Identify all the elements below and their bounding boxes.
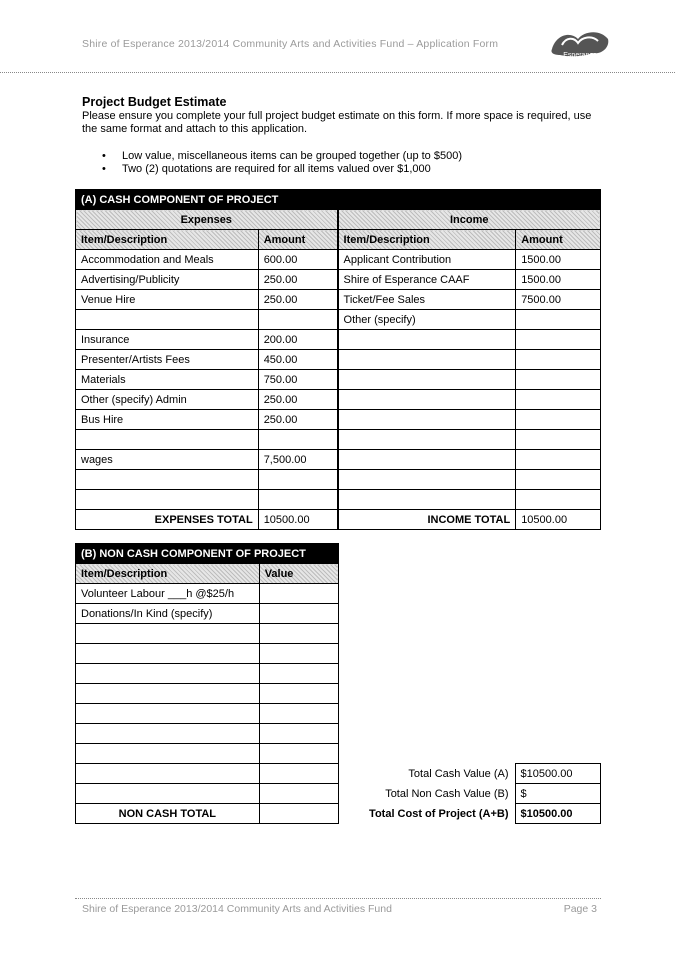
expense-item-cell[interactable] [76,490,259,510]
noncash-item-cell[interactable] [76,784,260,804]
footer-divider [75,898,601,899]
income-amount-cell[interactable] [516,430,601,450]
cash-table-row [76,310,601,330]
income-total-value[interactable]: 10500.00 [516,510,601,530]
income-amount-cell[interactable] [516,490,601,510]
total-noncash-value[interactable]: $ [515,784,600,804]
cash-table-heading: (A) CASH COMPONENT OF PROJECT [76,190,601,210]
income-item-cell[interactable]: Other (specify) [338,310,516,330]
cash-table-row [76,450,601,470]
noncash-item-cell[interactable] [76,744,260,764]
noncash-value-cell[interactable] [259,764,338,784]
noncash-total-label: NON CASH TOTAL [76,804,260,824]
income-item-cell[interactable]: Applicant Contribution [338,250,516,270]
income-item-cell[interactable] [338,370,516,390]
expense-item-cell[interactable]: Other (specify) Admin [76,390,259,410]
project-totals [340,763,601,824]
income-item-cell[interactable]: Shire of Esperance CAAF [338,270,516,290]
noncash-value-cell[interactable] [259,644,338,664]
expense-amount-cell[interactable]: 250.00 [258,410,337,430]
noncash-table-row [76,664,339,684]
noncash-table-row [76,644,339,664]
total-project-value[interactable]: $10500.00 [515,804,600,824]
expense-item-cell[interactable]: Accommodation and Meals [76,250,259,270]
income-item-col-header: Item/Description [338,230,516,250]
expense-amount-cell[interactable]: 750.00 [258,370,337,390]
expense-item-cell[interactable]: Insurance [76,330,259,350]
noncash-value-cell[interactable] [259,584,338,604]
noncash-item-cell[interactable] [76,644,260,664]
cash-table-row [76,470,601,490]
income-amount-cell[interactable]: 1500.00 [516,250,601,270]
income-total-label: INCOME TOTAL [338,510,516,530]
expense-amount-col-header: Amount [258,230,337,250]
total-project-label: Total Cost of Project (A+B) [369,807,509,820]
expense-amount-cell[interactable] [258,430,337,450]
noncash-total-value[interactable] [259,804,338,824]
noncash-table-row [76,684,339,704]
income-item-cell[interactable]: Ticket/Fee Sales [338,290,516,310]
expense-item-col-header: Item/Description [76,230,259,250]
noncash-component-table [75,543,339,824]
income-amount-cell[interactable] [516,370,601,390]
expense-amount-cell[interactable]: 200.00 [258,330,337,350]
page-number: Page 3 [563,903,597,915]
noncash-value-cell[interactable] [259,784,338,804]
expenses-total-value[interactable]: 10500.00 [258,510,337,530]
noncash-item-cell[interactable] [76,704,260,724]
expense-amount-cell[interactable]: 250.00 [258,270,337,290]
noncash-item-cell[interactable] [76,764,260,784]
expense-item-cell[interactable]: Venue Hire [76,290,259,310]
income-amount-cell[interactable] [516,410,601,430]
footer-title: Shire of Esperance 2013/2014 Community Arts and Activities Fund [82,903,392,915]
noncash-table-heading: (B) NON CASH COMPONENT OF PROJECT [76,544,339,564]
expense-item-cell[interactable]: Bus Hire [76,410,259,430]
total-noncash-label: Total Non Cash Value (B) [385,787,509,800]
noncash-table-row [76,704,339,724]
expense-amount-cell[interactable] [258,470,337,490]
noncash-item-cell[interactable]: Volunteer Labour ___h @$25/h [76,584,260,604]
expense-item-cell[interactable] [76,430,259,450]
header-title: Shire of Esperance 2013/2014 Community Arts and Activities Fund – Application Form [82,38,499,50]
income-amount-cell[interactable] [516,350,601,370]
cash-table-row [76,290,601,310]
income-header: Income [338,210,600,230]
noncash-item-cell[interactable] [76,724,260,744]
noncash-table-row [76,724,339,744]
cash-table-row [76,350,601,370]
expense-amount-cell[interactable]: 250.00 [258,390,337,410]
noncash-value-cell[interactable] [259,664,338,684]
section-title: Project Budget Estimate [82,95,227,109]
shire-logo-icon [548,27,612,65]
cash-table-row [76,410,601,430]
expense-item-cell[interactable]: wages [76,450,259,470]
expense-amount-cell[interactable]: 600.00 [258,250,337,270]
cash-table-row [76,430,601,450]
income-item-cell[interactable] [338,330,516,350]
noncash-item-cell[interactable]: Donations/In Kind (specify) [76,604,260,624]
noncash-table-row [76,624,339,644]
guidelines-list [100,150,462,176]
cash-table-row [76,390,601,410]
income-amount-cell[interactable] [516,470,601,490]
expense-amount-cell[interactable]: 250.00 [258,290,337,310]
expense-amount-cell[interactable] [258,490,337,510]
expenses-header: Expenses [76,210,338,230]
noncash-item-col-header: Item/Description [76,564,260,584]
noncash-table-row [76,744,339,764]
noncash-item-cell[interactable] [76,684,260,704]
total-cash-value[interactable]: $10500.00 [515,764,600,784]
noncash-value-cell[interactable] [259,684,338,704]
income-amount-cell[interactable]: 7500.00 [516,290,601,310]
guideline-item: • Low value, miscellaneous items can be grouped together (up to $500) [100,150,462,163]
noncash-item-cell[interactable] [76,624,260,644]
header-divider [0,72,675,73]
income-amount-col-header: Amount [516,230,601,250]
expense-item-cell[interactable]: Materials [76,370,259,390]
income-item-cell[interactable] [338,350,516,370]
noncash-value-cell[interactable] [259,724,338,744]
income-item-cell[interactable] [338,490,516,510]
income-amount-cell[interactable] [516,310,601,330]
cash-table-row [76,370,601,390]
income-item-cell[interactable] [338,410,516,430]
noncash-table-row [76,764,339,784]
total-cash-label: Total Cash Value (A) [408,767,509,780]
expense-amount-cell[interactable]: 7,500.00 [258,450,337,470]
income-item-cell[interactable] [338,430,516,450]
income-item-cell[interactable] [338,470,516,490]
noncash-value-cell[interactable] [259,744,338,764]
cash-table-row [76,270,601,290]
guideline-item: • Two (2) quotations are required for all items valued over $1,000 [100,163,462,176]
expense-item-cell[interactable]: Advertising/Publicity [76,270,259,290]
cash-table-row [76,330,601,350]
expense-item-cell[interactable] [76,310,259,330]
income-amount-cell[interactable] [516,450,601,470]
income-item-cell[interactable] [338,390,516,410]
noncash-value-cell[interactable] [259,604,338,624]
cash-component-table [75,189,601,530]
noncash-item-cell[interactable] [76,664,260,684]
income-item-cell[interactable] [338,450,516,470]
noncash-value-cell[interactable] [259,704,338,724]
section-intro: Please ensure you complete your full project budget estimate on this form. If more space is required, use the same format and attach to this application. [82,110,592,135]
noncash-value-col-header: Value [259,564,338,584]
income-amount-cell[interactable]: 1500.00 [516,270,601,290]
cash-table-row [76,490,601,510]
expense-item-cell[interactable] [76,470,259,490]
svg-text:Esperance: Esperance [563,52,597,59]
noncash-value-cell[interactable] [259,624,338,644]
noncash-table-row [76,604,339,624]
income-amount-cell[interactable] [516,390,601,410]
noncash-table-row [76,784,339,804]
expense-amount-cell[interactable] [258,310,337,330]
income-amount-cell[interactable] [516,330,601,350]
noncash-table-row [76,584,339,604]
expense-item-cell[interactable]: Presenter/Artists Fees [76,350,259,370]
expense-amount-cell[interactable]: 450.00 [258,350,337,370]
expenses-total-label: EXPENSES TOTAL [76,510,259,530]
cash-table-row [76,250,601,270]
